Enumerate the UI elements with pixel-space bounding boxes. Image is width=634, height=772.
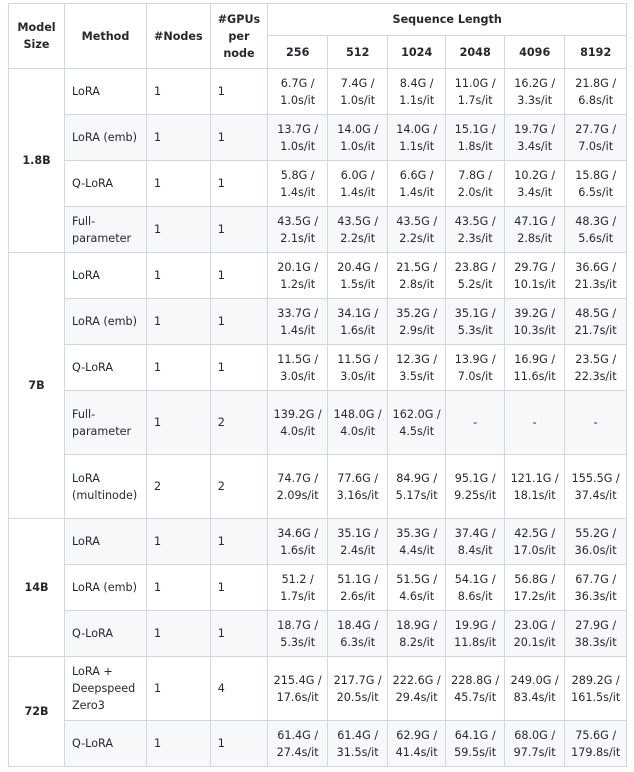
memory-speed-cell: 37.4G / 8.4s/it [446, 519, 505, 565]
nodes-cell: 1 [147, 565, 211, 611]
memory-speed-cell: 5.8G / 1.4s/it [268, 161, 328, 207]
memory-speed-cell: 14.0G / 1.1s/it [388, 115, 446, 161]
memory-speed-cell: 13.7G / 1.0s/it [268, 115, 328, 161]
gpus-cell: 1 [210, 253, 268, 299]
memory-speed-cell: 162.0G / 4.5s/it [388, 391, 446, 455]
memory-speed-cell: 61.4G / 27.4s/it [268, 721, 328, 767]
nodes-cell: 1 [147, 115, 211, 161]
table-body [9, 69, 627, 767]
gpus-cell: 1 [210, 565, 268, 611]
memory-speed-cell: 13.9G / 7.0s/it [446, 345, 505, 391]
header-gpus-per-node: #GPUs per node [210, 4, 268, 69]
table-row [9, 455, 627, 519]
memory-speed-cell: 29.7G / 10.1s/it [505, 253, 565, 299]
table-row [9, 253, 627, 299]
memory-speed-cell: 20.4G / 1.5s/it [328, 253, 388, 299]
header-length: 2048 [446, 36, 505, 69]
model-size-cell: 72B [9, 657, 65, 767]
nodes-cell: 2 [147, 455, 211, 519]
memory-speed-cell: 55.2G / 36.0s/it [565, 519, 627, 565]
method-cell: LoRA [65, 519, 147, 565]
model-size-cell: 14B [9, 519, 65, 657]
memory-speed-cell: - [446, 391, 505, 455]
gpus-cell: 2 [210, 455, 268, 519]
memory-speed-cell: 48.3G / 5.6s/it [565, 207, 627, 253]
memory-speed-cell: 21.8G / 6.8s/it [565, 69, 627, 115]
model-size-cell: 7B [9, 253, 65, 519]
gpus-cell: 1 [210, 161, 268, 207]
nodes-cell: 1 [147, 207, 211, 253]
gpus-cell: 1 [210, 519, 268, 565]
nodes-cell: 1 [147, 161, 211, 207]
memory-speed-cell: 228.8G / 45.7s/it [446, 657, 505, 721]
memory-speed-cell: 148.0G / 4.0s/it [328, 391, 388, 455]
method-cell: Full-parameter [65, 207, 147, 253]
memory-speed-cell: 61.4G / 31.5s/it [328, 721, 388, 767]
header-nodes: #Nodes [147, 4, 211, 69]
memory-speed-cell: 43.5G / 2.2s/it [328, 207, 388, 253]
memory-speed-cell: 15.8G / 6.5s/it [565, 161, 627, 207]
table-row [9, 611, 627, 657]
memory-speed-cell: 10.2G / 3.4s/it [505, 161, 565, 207]
method-cell: LoRA [65, 253, 147, 299]
method-cell: LoRA [65, 69, 147, 115]
memory-speed-cell: 34.1G / 1.6s/it [328, 299, 388, 345]
memory-speed-cell: 21.5G / 2.8s/it [388, 253, 446, 299]
header-sequence-length: Sequence Length [268, 4, 627, 36]
method-cell: LoRA (multinode) [65, 455, 147, 519]
memory-speed-cell: 35.1G / 2.4s/it [328, 519, 388, 565]
nodes-cell: 1 [147, 345, 211, 391]
memory-speed-cell: 6.6G / 1.4s/it [388, 161, 446, 207]
memory-speed-cell: 77.6G / 3.16s/it [328, 455, 388, 519]
memory-speed-cell: 75.6G / 179.8s/it [565, 721, 627, 767]
memory-speed-cell: 56.8G / 17.2s/it [505, 565, 565, 611]
memory-speed-cell: 18.4G / 6.3s/it [328, 611, 388, 657]
gpus-cell: 1 [210, 299, 268, 345]
header-length: 8192 [565, 36, 627, 69]
header-length: 1024 [388, 36, 446, 69]
memory-speed-cell: 11.0G / 1.7s/it [446, 69, 505, 115]
memory-speed-cell: 19.9G / 11.8s/it [446, 611, 505, 657]
memory-speed-cell: 35.3G / 4.4s/it [388, 519, 446, 565]
nodes-cell: 1 [147, 69, 211, 115]
memory-speed-cell: 19.7G / 3.4s/it [505, 115, 565, 161]
nodes-cell: 1 [147, 299, 211, 345]
nodes-cell: 1 [147, 611, 211, 657]
table-row [9, 207, 627, 253]
memory-speed-cell: 67.7G / 36.3s/it [565, 565, 627, 611]
memory-speed-cell: 20.1G / 1.2s/it [268, 253, 328, 299]
method-cell: LoRA (emb) [65, 115, 147, 161]
header-length: 512 [328, 36, 388, 69]
memory-speed-cell: 23.5G / 22.3s/it [565, 345, 627, 391]
memory-speed-cell: 249.0G / 83.4s/it [505, 657, 565, 721]
memory-speed-cell: 16.2G / 3.3s/it [505, 69, 565, 115]
memory-speed-cell: 34.6G / 1.6s/it [268, 519, 328, 565]
memory-speed-cell: 121.1G / 18.1s/it [505, 455, 565, 519]
memory-speed-cell: 16.9G / 11.6s/it [505, 345, 565, 391]
gpus-cell: 1 [210, 345, 268, 391]
gpus-cell: 1 [210, 721, 268, 767]
memory-speed-cell: 95.1G / 9.25s/it [446, 455, 505, 519]
memory-speed-cell: 27.7G / 7.0s/it [565, 115, 627, 161]
header-model-size: Model Size [9, 4, 65, 69]
table-row [9, 657, 627, 721]
table-row [9, 161, 627, 207]
model-size-cell: 1.8B [9, 69, 65, 253]
memory-speed-cell: 48.5G / 21.7s/it [565, 299, 627, 345]
memory-speed-cell: 6.7G / 1.0s/it [268, 69, 328, 115]
table-row [9, 391, 627, 455]
gpus-cell: 1 [210, 207, 268, 253]
memory-speed-cell: 8.4G / 1.1s/it [388, 69, 446, 115]
method-cell: Full-parameter [65, 391, 147, 455]
memory-speed-cell: 27.9G / 38.3s/it [565, 611, 627, 657]
nodes-cell: 1 [147, 721, 211, 767]
memory-speed-cell: 23.8G / 5.2s/it [446, 253, 505, 299]
memory-speed-cell: 84.9G / 5.17s/it [388, 455, 446, 519]
memory-speed-cell: 35.1G / 5.3s/it [446, 299, 505, 345]
header-length: 4096 [505, 36, 565, 69]
gpus-cell: 1 [210, 611, 268, 657]
gpus-cell: 4 [210, 657, 268, 721]
nodes-cell: 1 [147, 391, 211, 455]
memory-speed-cell: 14.0G / 1.0s/it [328, 115, 388, 161]
memory-speed-cell: 47.1G / 2.8s/it [505, 207, 565, 253]
memory-speed-cell: 7.4G / 1.0s/it [328, 69, 388, 115]
method-cell: Q-LoRA [65, 161, 147, 207]
memory-speed-cell: 54.1G / 8.6s/it [446, 565, 505, 611]
method-cell: Q-LoRA [65, 611, 147, 657]
gpus-cell: 1 [210, 69, 268, 115]
memory-speed-cell: 68.0G / 97.7s/it [505, 721, 565, 767]
memory-speed-cell: 11.5G / 3.0s/it [268, 345, 328, 391]
memory-speed-cell: 215.4G / 17.6s/it [268, 657, 328, 721]
memory-speed-cell: 155.5G / 37.4s/it [565, 455, 627, 519]
memory-speed-cell: 36.6G / 21.3s/it [565, 253, 627, 299]
gpus-cell: 1 [210, 115, 268, 161]
memory-speed-cell: 39.2G / 10.3s/it [505, 299, 565, 345]
memory-speed-cell: 18.9G / 8.2s/it [388, 611, 446, 657]
header-method: Method [65, 4, 147, 69]
memory-speed-cell: 74.7G / 2.09s/it [268, 455, 328, 519]
nodes-cell: 1 [147, 253, 211, 299]
memory-speed-cell: 51.5G / 4.6s/it [388, 565, 446, 611]
table-row [9, 721, 627, 767]
memory-speed-cell: 51.2 / 1.7s/it [268, 565, 328, 611]
table-row [9, 519, 627, 565]
memory-speed-cell: 12.3G / 3.5s/it [388, 345, 446, 391]
memory-speed-cell: 43.5G / 2.2s/it [388, 207, 446, 253]
memory-speed-cell: 33.7G / 1.4s/it [268, 299, 328, 345]
memory-speed-cell: 6.0G / 1.4s/it [328, 161, 388, 207]
nodes-cell: 1 [147, 657, 211, 721]
table-row [9, 115, 627, 161]
memory-speed-cell: 62.9G / 41.4s/it [388, 721, 446, 767]
method-cell: Q-LoRA [65, 721, 147, 767]
nodes-cell: 1 [147, 519, 211, 565]
memory-speed-cell: 7.8G / 2.0s/it [446, 161, 505, 207]
memory-speed-cell: 217.7G / 20.5s/it [328, 657, 388, 721]
memory-speed-cell: - [565, 391, 627, 455]
memory-speed-cell: - [505, 391, 565, 455]
header-length: 256 [268, 36, 328, 69]
memory-speed-cell: 51.1G / 2.6s/it [328, 565, 388, 611]
memory-speed-cell: 23.0G / 20.1s/it [505, 611, 565, 657]
method-cell: LoRA + Deepspeed Zero3 [65, 657, 147, 721]
memory-speed-cell: 15.1G / 1.8s/it [446, 115, 505, 161]
method-cell: Q-LoRA [65, 345, 147, 391]
memory-speed-cell: 18.7G / 5.3s/it [268, 611, 328, 657]
benchmark-table [8, 3, 627, 767]
memory-speed-cell: 43.5G / 2.1s/it [268, 207, 328, 253]
memory-speed-cell: 139.2G / 4.0s/it [268, 391, 328, 455]
memory-speed-cell: 43.5G / 2.3s/it [446, 207, 505, 253]
memory-speed-cell: 64.1G / 59.5s/it [446, 721, 505, 767]
memory-speed-cell: 222.6G / 29.4s/it [388, 657, 446, 721]
memory-speed-cell: 289.2G / 161.5s/it [565, 657, 627, 721]
method-cell: LoRA (emb) [65, 299, 147, 345]
table-row [9, 565, 627, 611]
table-row [9, 69, 627, 115]
memory-speed-cell: 35.2G / 2.9s/it [388, 299, 446, 345]
memory-speed-cell: 11.5G / 3.0s/it [328, 345, 388, 391]
gpus-cell: 2 [210, 391, 268, 455]
table-row [9, 345, 627, 391]
method-cell: LoRA (emb) [65, 565, 147, 611]
memory-speed-cell: 42.5G / 17.0s/it [505, 519, 565, 565]
table-row [9, 299, 627, 345]
